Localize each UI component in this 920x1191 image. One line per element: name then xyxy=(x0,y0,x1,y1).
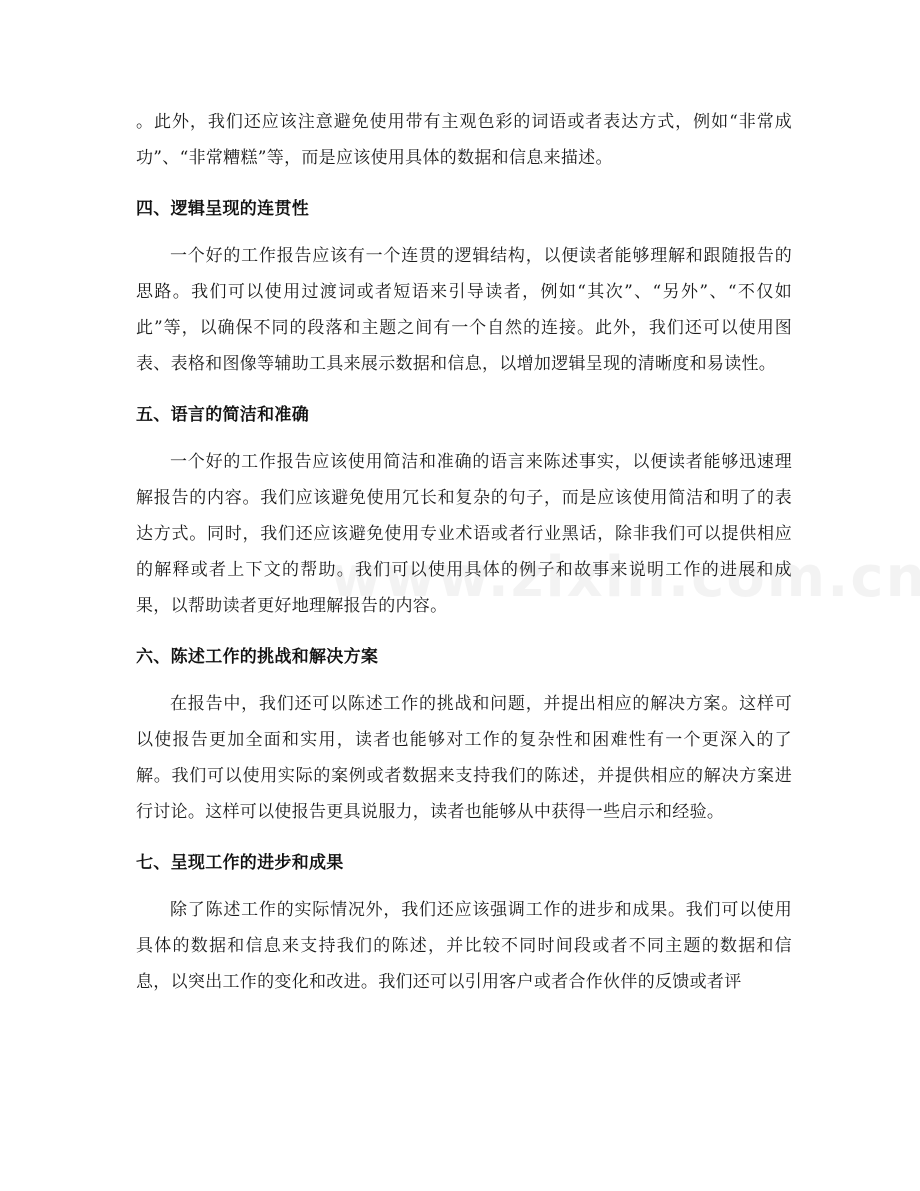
section-paragraph: 在报告中，我们还可以陈述工作的挑战和问题，并提出相应的解决方案。这样可以使报告更加全面和实用，读者也能够对工作的复杂性和困难性有一个更深入的了解。我们可以使用实际的案例或者数据来支持我们的陈述，并提供相应的解决方案进行讨论。这样可以使报告更具说服力，读者也能够从中获得一些启示和经验。 xyxy=(136,694,792,822)
section-challenges-solutions xyxy=(136,642,792,830)
section-heading: 六、陈述工作的挑战和解决方案 xyxy=(136,647,379,667)
section-heading: 五、语言的简洁和准确 xyxy=(136,405,309,425)
section-heading: 七、呈现工作的进步和成果 xyxy=(136,853,344,873)
section-progress-results xyxy=(136,848,792,1000)
intro-paragraph: 。此外，我们还应该注意避免使用带有主观色彩的词语或者表达方式，例如“非常成功”、“非常糟糕”等，而是应该使用具体的数据和信息来描述。 xyxy=(136,112,792,168)
section-paragraph: 一个好的工作报告应该有一个连贯的逻辑结构，以便读者能够理解和跟随报告的思路。我们可以使用过渡词或者短语来引导读者，例如“其次”、“另外”、“不仅如此”等，以确保不同的段落和主题之间有一个自然的连接。此外，我们还可以使用图表、表格和图像等辅助工具来展示数据和信息，以增加逻辑呈现的清晰度和易读性。 xyxy=(136,246,792,374)
section-paragraph: 一个好的工作报告应该使用简洁和准确的语言来陈述事实，以便读者能够迅速理解报告的内容。我们应该避免使用冗长和复杂的句子，而是应该使用简洁和明了的表达方式。同时，我们还应该避免使用专业术语或者行业黑话，除非我们可以提供相应的解释或者上下文的帮助。我们可以使用具体的例子和故事来说明工作的进展和成果，以帮助读者更好地理解报告的内容。 xyxy=(136,452,792,616)
document-body xyxy=(136,104,792,1000)
section-paragraph: 除了陈述工作的实际情况外，我们还应该强调工作的进步和成果。我们可以使用具体的数据和信息来支持我们的陈述，并比较不同时间段或者不同主题的数据和信息，以突出工作的变化和改进。我们还可以引用客户或者合作伙伴的反馈或者评 xyxy=(136,900,792,992)
section-heading: 四、逻辑呈现的连贯性 xyxy=(136,199,309,219)
section-language-concise xyxy=(136,400,792,624)
section-logic-coherence xyxy=(136,194,792,382)
